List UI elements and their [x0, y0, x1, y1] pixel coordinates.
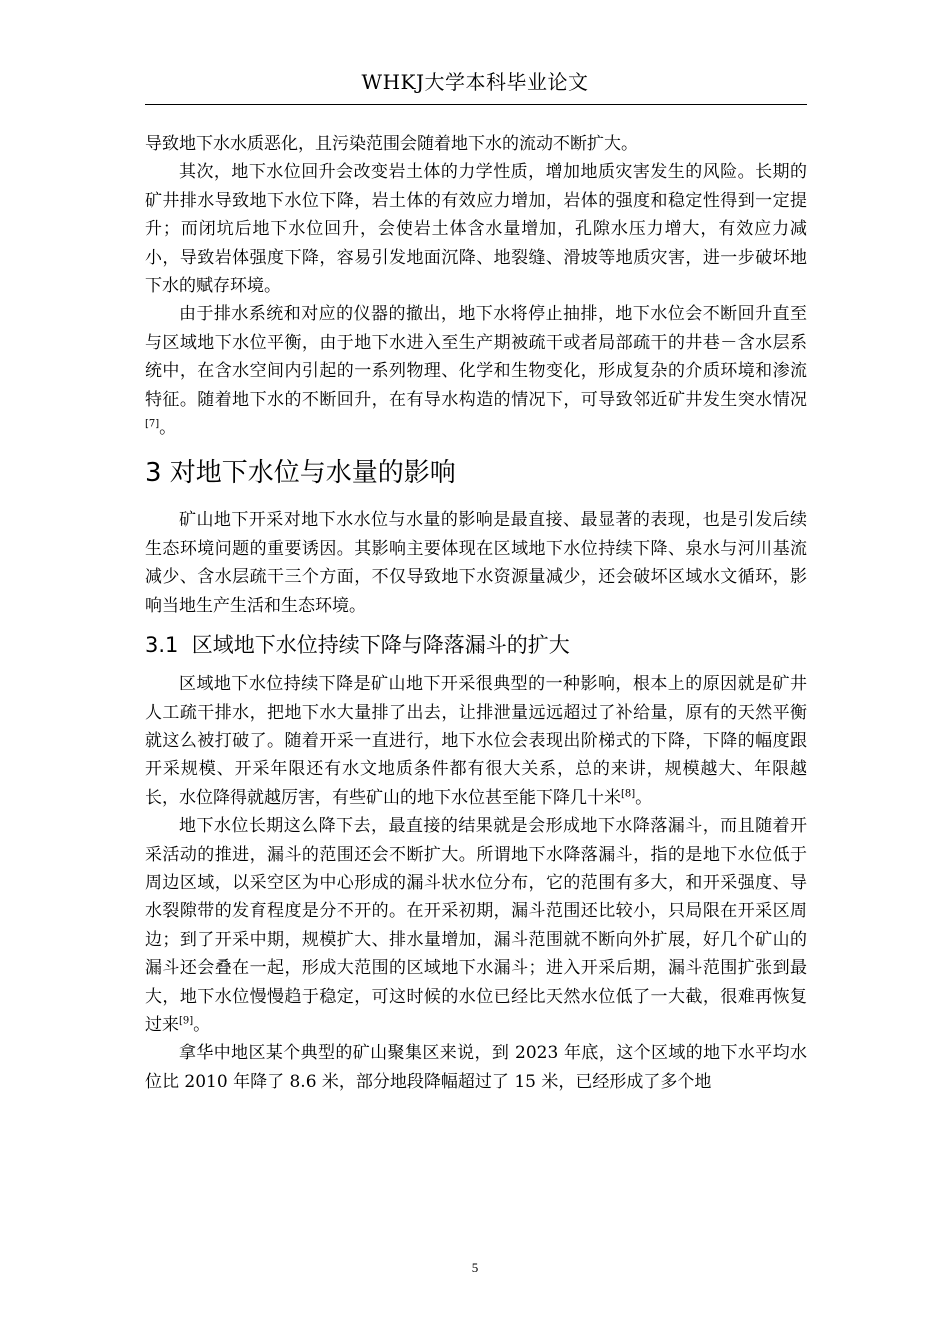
paragraph-continuation: 导致地下水水质恶化，且污染范围会随着地下水的流动不断扩大。 — [145, 134, 638, 154]
header-rule — [145, 104, 807, 105]
paragraph-end: 。 — [193, 1014, 211, 1035]
paragraph: 矿山地下开采对地下水水位与水量的影响是最直接、最显著的表现，也是引发后续生态环境问题的重要诱因。其影响主要体现在区域地下水位持续下降、泉水与河川基流减少、含水层疏干三个方面，不仅导致地下水资源量减少，还会破坏区域水文循环，影响当地生产生活和生态环境。 — [145, 510, 807, 616]
paragraph-end: 。 — [159, 418, 177, 439]
citation-ref: [7] — [145, 418, 160, 430]
citation-ref: [8] — [621, 788, 636, 800]
paragraph-text: 地下水位长期这么降下去，最直接的结果就是会形成地下水降落漏斗，而且随着开采活动的推进，漏斗的范围还会不断扩大。所谓地下水降落漏斗，指的是地下水位低于周边区域，以采空区为中心形成的漏斗状水位分布，它的范围有多大，和开采强度、导水裂隙带的发育程度是分不开的。在开采初期，漏斗范围还比较小，只局限在开采区周边；到了开采中期，规模扩大、排水量增加，漏斗范围就不断向外扩展，好几个矿山的漏斗还会叠在一起，形成大范围的区域地下水漏斗；进入开采后期，漏斗范围扩张到最大，地下水位慢慢趋于稳定，可这时候的水位已经比天然水位低了一大截，很难再恢复过来 — [145, 816, 807, 1035]
page-body — [145, 130, 807, 1096]
paragraph-with-citation — [145, 812, 807, 1039]
paragraph: 其次，地下水位回升会改变岩土体的力学性质，增加地质灾害发生的风险。长期的矿井排水导致地下水位下降，岩土体的有效应力增加，岩体的强度和稳定性得到一定提升；而闭坑后地下水位回升，会使岩土体含水量增加，孔隙水压力增大，有效应力减小，导致岩体强度下降，容易引发地面沉降、地裂缝、滑坡等地质灾害，进一步破坏地下水的赋存环境。 — [145, 162, 807, 297]
paragraph-text: 区域地下水位持续下降是矿山地下开采很典型的一种影响，根本上的原因就是矿井人工疏干排水，把地下水大量排了出去，让排泄量远远超过了补给量，原有的天然平衡就这么被打破了。随着开采一直进行，地下水位会表现出阶梯式的下降，下降的幅度跟开采规模、开采年限还有水文地质条件都有很大关系，总的来讲，规模越大、年限越长，水位降得就越厉害，有些矿山的地下水位甚至能下降几十米 — [145, 674, 807, 808]
running-header: WHKJ大学本科毕业论文 — [361, 70, 589, 94]
subsection-title: 区域地下水位持续下降与降落漏斗的扩大 — [191, 633, 570, 658]
paragraph-with-citation — [145, 300, 807, 442]
paragraph-end: 。 — [635, 787, 653, 808]
paragraph-with-citation — [145, 670, 807, 812]
section-heading: 3 对地下水位与水量的影响 — [145, 458, 456, 489]
paragraph-text: 由于排水系统和对应的仪器的撤出，地下水将停止抽排，地下水位会不断回升直至与区域地下水位平衡，由于地下水进入至生产期被疏干或者局部疏干的井巷－含水层系统中，在含水空间内引起的一系列物理、化学和生物变化，形成复杂的介质环境和渗流特征。随着地下水的不断回升，在有导水构造的情况下，可导致邻近矿井发生突水情况 — [145, 304, 807, 410]
citation-ref: [9] — [179, 1015, 194, 1027]
paragraph: 拿华中地区某个典型的矿山聚集区来说，到 2023 年底，这个区域的地下水平均水位比 2010 年降了 8.6 米，部分地段降幅超过了 15 米，已经形成了多个地 — [145, 1043, 807, 1092]
subsection-heading — [145, 630, 807, 660]
subsection-number: 3.1 — [145, 633, 179, 658]
page-number: 5 — [471, 1260, 479, 1275]
